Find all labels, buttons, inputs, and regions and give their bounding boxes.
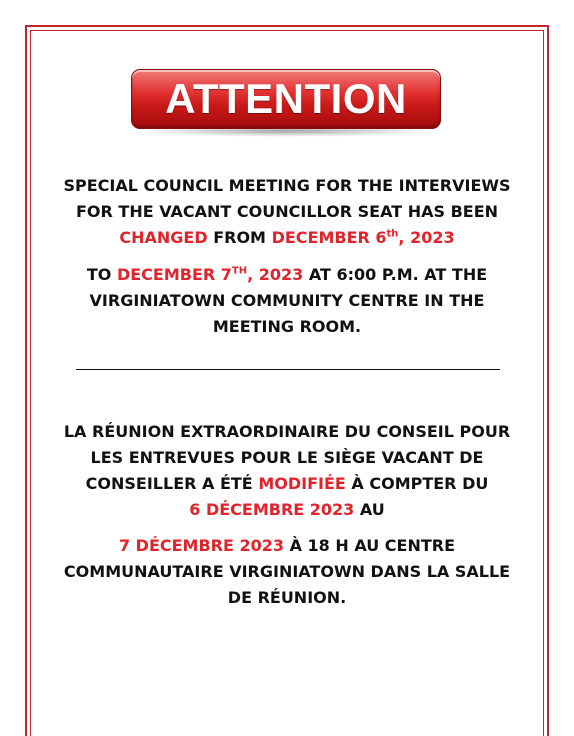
changed-word: CHANGED	[119, 228, 208, 247]
old-date-fr: 6 DÉCEMBRE 2023	[189, 500, 355, 519]
french-line-2: LES ENTREVUES POUR LE SIÈGE VACANT DE	[90, 448, 484, 467]
time-place-fr: À 18 H AU CENTRE	[289, 536, 456, 555]
english-line-6: MEETING ROOM.	[212, 317, 362, 336]
french-notice-part1	[60, 419, 514, 523]
french-line-7: DE RÉUNION.	[227, 588, 347, 607]
english-notice-part2	[60, 262, 514, 340]
french-line-3: CONSEILLER A ÉTÉ MODIFIÉE À COMPTER DU	[85, 474, 489, 493]
french-notice-part2	[60, 533, 514, 611]
old-date-en: DECEMBER 6th, 2023	[271, 228, 455, 247]
english-line-4	[60, 262, 514, 288]
banner-title: ATTENTION	[165, 75, 407, 122]
new-date-fr: 7 DÉCEMBRE 2023	[118, 536, 285, 555]
attention-banner	[131, 69, 441, 139]
to-word: TO	[86, 265, 112, 284]
new-date-en: DECEMBER 7TH, 2023	[116, 265, 304, 284]
from-word: FROM	[213, 228, 266, 247]
french-line-4	[60, 497, 514, 523]
time-place-en: AT 6:00 P.M. AT THE	[308, 265, 488, 284]
english-notice-part1	[60, 173, 514, 251]
english-line-1: SPECIAL COUNCIL MEETING FOR THE INTERVIEWS	[63, 176, 511, 195]
modified-word: MODIFIÉE	[258, 474, 346, 493]
french-line-1: LA RÉUNION EXTRAORDINAIRE DU CONSEIL POUR	[63, 422, 511, 441]
au-word: AU	[359, 500, 385, 519]
french-line-5	[60, 533, 514, 559]
english-line-2: FOR THE VACANT COUNCILLOR SEAT HAS BEEN	[75, 202, 499, 221]
english-line-3	[60, 225, 514, 251]
section-divider	[76, 369, 500, 370]
english-line-5: VIRGINIATOWN COMMUNITY CENTRE IN THE	[89, 291, 485, 310]
french-line-6: COMMUNAUTAIRE VIRGINIATOWN DANS LA SALLE	[63, 562, 511, 581]
